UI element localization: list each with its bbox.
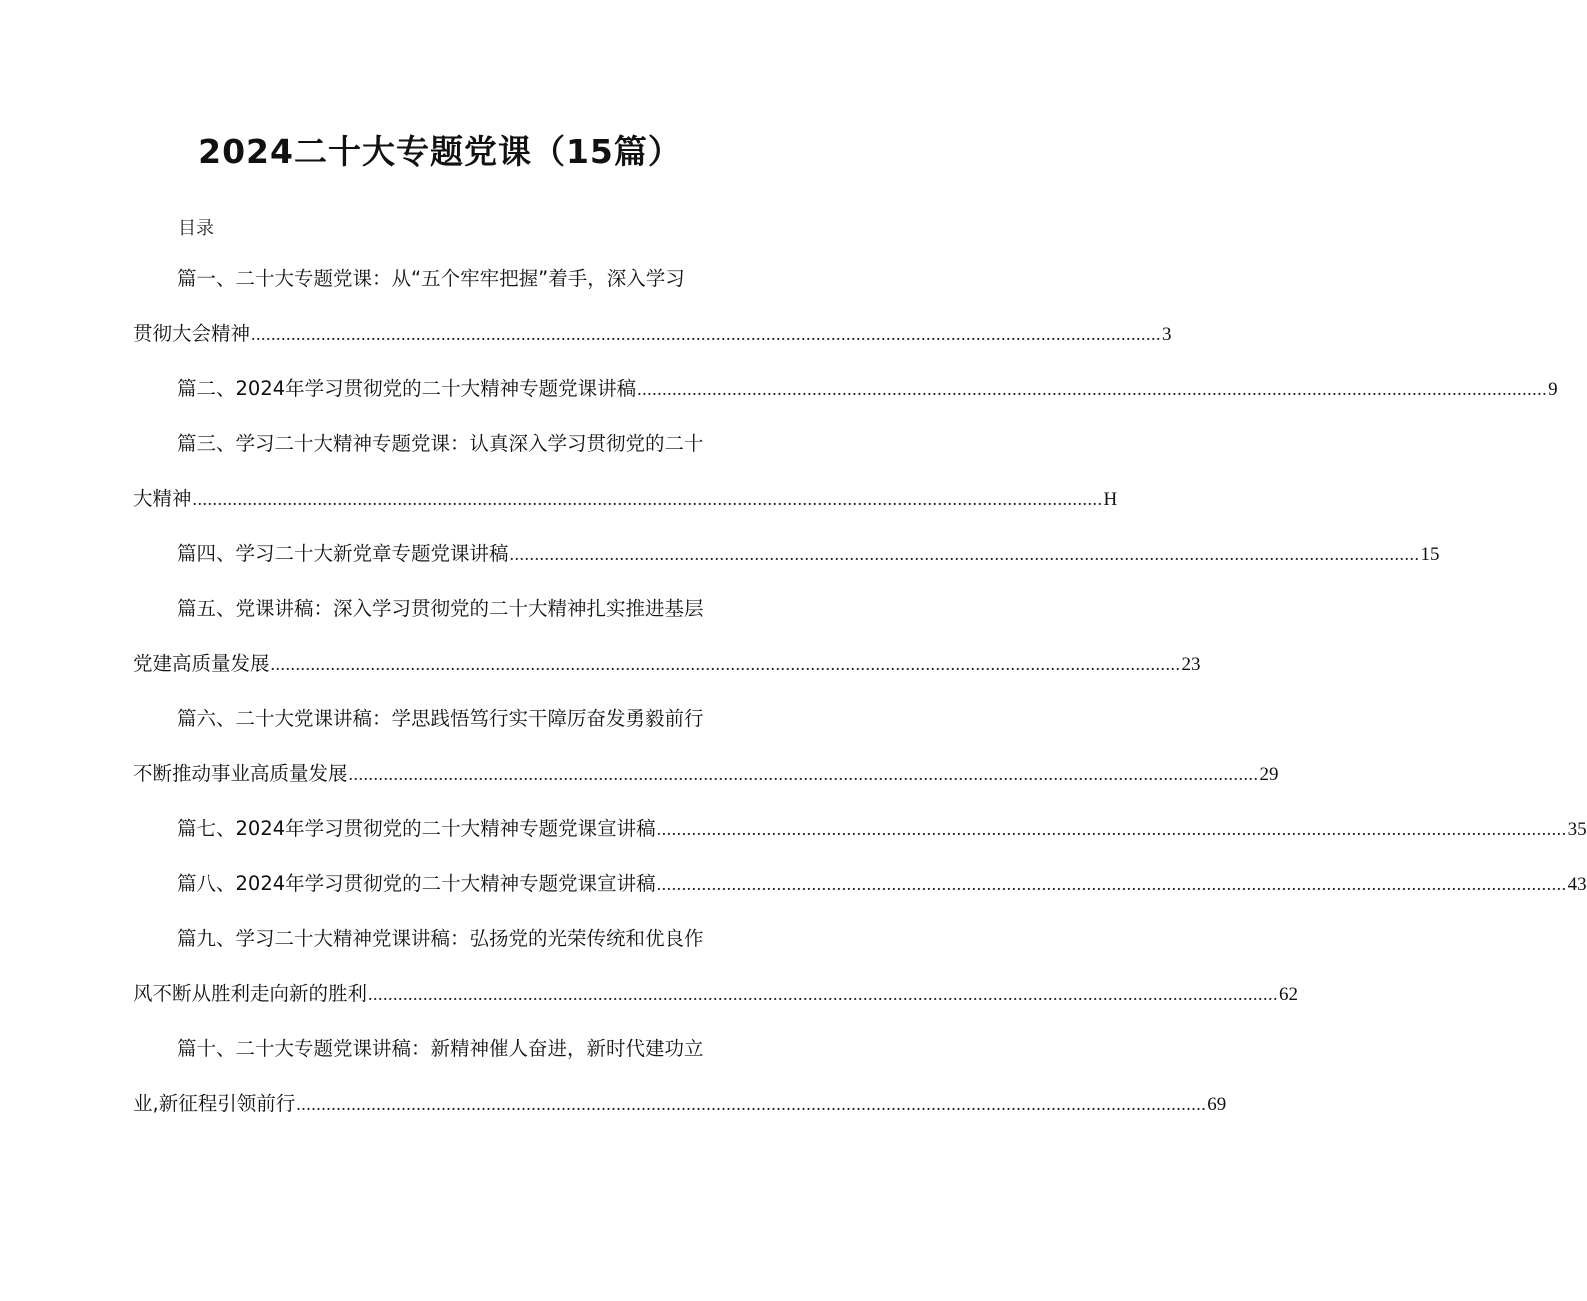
toc-page-number: 43 <box>1567 874 1587 895</box>
toc-entry-text: 篇九、学习二十大精神党课讲稿：弘扬党的光荣传统和优良作 <box>177 927 704 950</box>
toc-leader-dots: ...................................................................................................................................................................................... <box>296 1094 1207 1114</box>
toc-entry-text: 篇一、二十大专题党课：从“五个牢牢把握”着手，深入学习 <box>177 267 685 290</box>
toc-entry-text: 篇八、2024年学习贯彻党的二十大精神专题党课宣讲稿 <box>177 872 656 895</box>
toc-leader-dots: ...................................................................................................................................................................................... <box>192 489 1103 509</box>
toc-leader-dots: ...................................................................................................................................................................................... <box>656 819 1567 839</box>
toc-entry-6-line-1[interactable] <box>177 703 737 733</box>
toc-leader-dots: ...................................................................................................................................................................................... <box>368 984 1279 1004</box>
toc-page-number: 29 <box>1259 764 1279 785</box>
toc-leader-dots: ...................................................................................................................................................................................... <box>656 874 1567 894</box>
toc-entry-text: 篇六、二十大党课讲稿：学思践悟笃行实干障厉奋发勇毅前行 <box>177 707 704 730</box>
toc-entry-text: 不断推动事业高质量发展 <box>133 762 348 785</box>
toc-entry-6-line-2[interactable] <box>133 758 1279 788</box>
toc-entry-9-line-1[interactable] <box>177 923 737 953</box>
toc-entry-3-line-2[interactable] <box>133 483 1118 513</box>
toc-page-number: 62 <box>1279 984 1299 1005</box>
toc-entry-text: 风不断从胜利走向新的胜利 <box>133 982 368 1005</box>
toc-entry-text: 篇三、学习二十大精神专题党课：认真深入学习贯彻党的二十 <box>177 432 704 455</box>
toc-entry-5-line-1[interactable] <box>177 593 737 623</box>
toc-entry-10-line-2[interactable] <box>133 1088 1227 1118</box>
toc-entry-text: 贯彻大会精神 <box>133 322 251 345</box>
toc-leader-dots: ...................................................................................................................................................................................... <box>251 324 1162 344</box>
toc-entry-text: 党建高质量发展 <box>133 652 270 675</box>
toc-page-number: H <box>1103 489 1118 510</box>
toc-entry-9-line-2[interactable] <box>133 978 1299 1008</box>
document-title: 2024二十大专题党课（15篇） <box>198 132 682 171</box>
toc-entry-text: 篇五、党课讲稿：深入学习贯彻党的二十大精神扎实推进基层 <box>177 597 704 620</box>
toc-entry-3-line-1[interactable] <box>177 428 737 458</box>
toc-entry-7[interactable] <box>177 813 1587 843</box>
toc-entry-text: 篇四、学习二十大新党章专题党课讲稿 <box>177 542 509 565</box>
toc-page-number: 35 <box>1567 819 1587 840</box>
toc-leader-dots: ...................................................................................................................................................................................... <box>270 654 1181 674</box>
toc-leader-dots: ...................................................................................................................................................................................... <box>637 379 1548 399</box>
toc-entry-2[interactable] <box>177 373 1558 403</box>
toc-entry-4[interactable] <box>177 538 1440 568</box>
toc-entry-5-line-2[interactable] <box>133 648 1201 678</box>
toc-page-number: 23 <box>1181 654 1201 675</box>
toc-heading: 目录 <box>178 218 214 239</box>
toc-entry-text: 篇二、2024年学习贯彻党的二十大精神专题党课讲稿 <box>177 377 637 400</box>
toc-entry-1-line-1[interactable] <box>177 263 737 293</box>
toc-entry-text: 篇十、二十大专题党课讲稿：新精神催人奋进，新时代建功立 <box>177 1037 704 1060</box>
toc-entry-10-line-1[interactable] <box>177 1033 737 1063</box>
toc-page-number: 9 <box>1548 379 1558 400</box>
toc-page-number: 15 <box>1420 544 1440 565</box>
toc-entry-text: 大精神 <box>133 487 192 510</box>
toc-page-number: 3 <box>1162 324 1172 345</box>
toc-entry-1-line-2[interactable] <box>133 318 1172 348</box>
toc-leader-dots: ...................................................................................................................................................................................... <box>348 764 1259 784</box>
toc-entry-text: 篇七、2024年学习贯彻党的二十大精神专题党课宣讲稿 <box>177 817 656 840</box>
toc-leader-dots: ...................................................................................................................................................................................... <box>509 544 1420 564</box>
toc-entry-text: 业,新征程引领前行 <box>133 1092 296 1115</box>
toc-page-number: 69 <box>1207 1094 1227 1115</box>
toc-entry-8[interactable] <box>177 868 1587 898</box>
